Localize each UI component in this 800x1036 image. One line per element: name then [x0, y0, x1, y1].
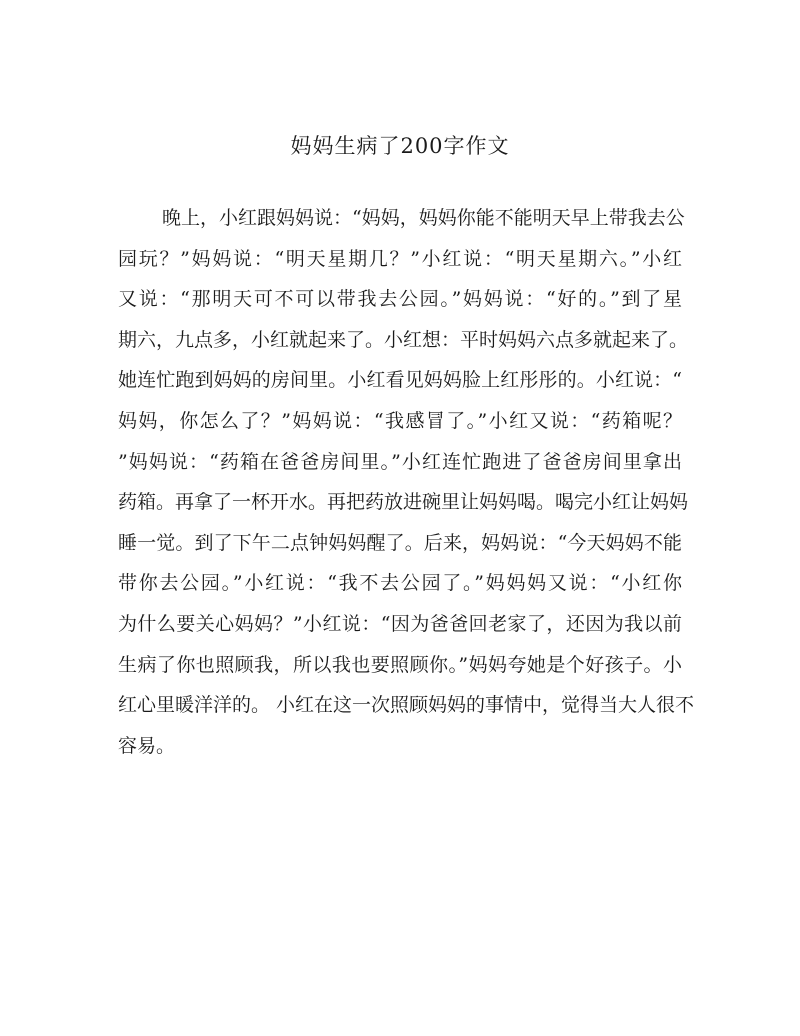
- body-line: 期六，九点多，小红就起来了。小红想：平时妈妈六点多就起来了。: [118, 328, 689, 351]
- body-line: 妈妈，你怎么了？”妈妈说：“我感冒了。”小红又说：“药箱呢？: [118, 409, 682, 432]
- body-line: 睡一觉。到了下午二点钟妈妈醒了。后来，妈妈说：“今天妈妈不能: [118, 531, 682, 554]
- body-line: 药箱。再拿了一杯开水。再把药放进碗里让妈妈喝。喝完小红让妈妈: [118, 491, 689, 514]
- body-line: 带你去公园。”小红说：“我不去公园了。”妈妈妈又说：“小红你: [118, 572, 682, 595]
- body-line: 生病了你也照顾我，所以我也要照顾你。”妈妈夸她是个好孩子。小: [118, 653, 682, 676]
- body-line: 她连忙跑到妈妈的房间里。小红看见妈妈脸上红彤彤的。小红说：“: [118, 369, 682, 392]
- document-title: 妈妈生病了200字作文: [290, 134, 510, 158]
- body-line: 红心里暖洋洋的。 小红在这一次照顾妈妈的事情中，觉得当大人很不: [118, 694, 695, 717]
- document-body: [118, 198, 695, 766]
- body-line: 又说：“那明天可不可以带我去公园。”妈妈说：“好的。”到了星: [118, 288, 682, 311]
- body-line: 园玩？”妈妈说：“明天星期几？”小红说：“明天星期六。”小红: [118, 247, 682, 270]
- body-line: 容易。: [118, 734, 176, 757]
- body-line: ”妈妈说：“药箱在爸爸房间里。”小红连忙跑进了爸爸房间里拿出: [118, 450, 682, 473]
- body-line: 为什么要关心妈妈？”小红说：“因为爸爸回老家了，还因为我以前: [118, 612, 682, 635]
- body-line: 晚上，小红跟妈妈说：“妈妈，妈妈你能不能明天早上带我去公: [162, 207, 685, 229]
